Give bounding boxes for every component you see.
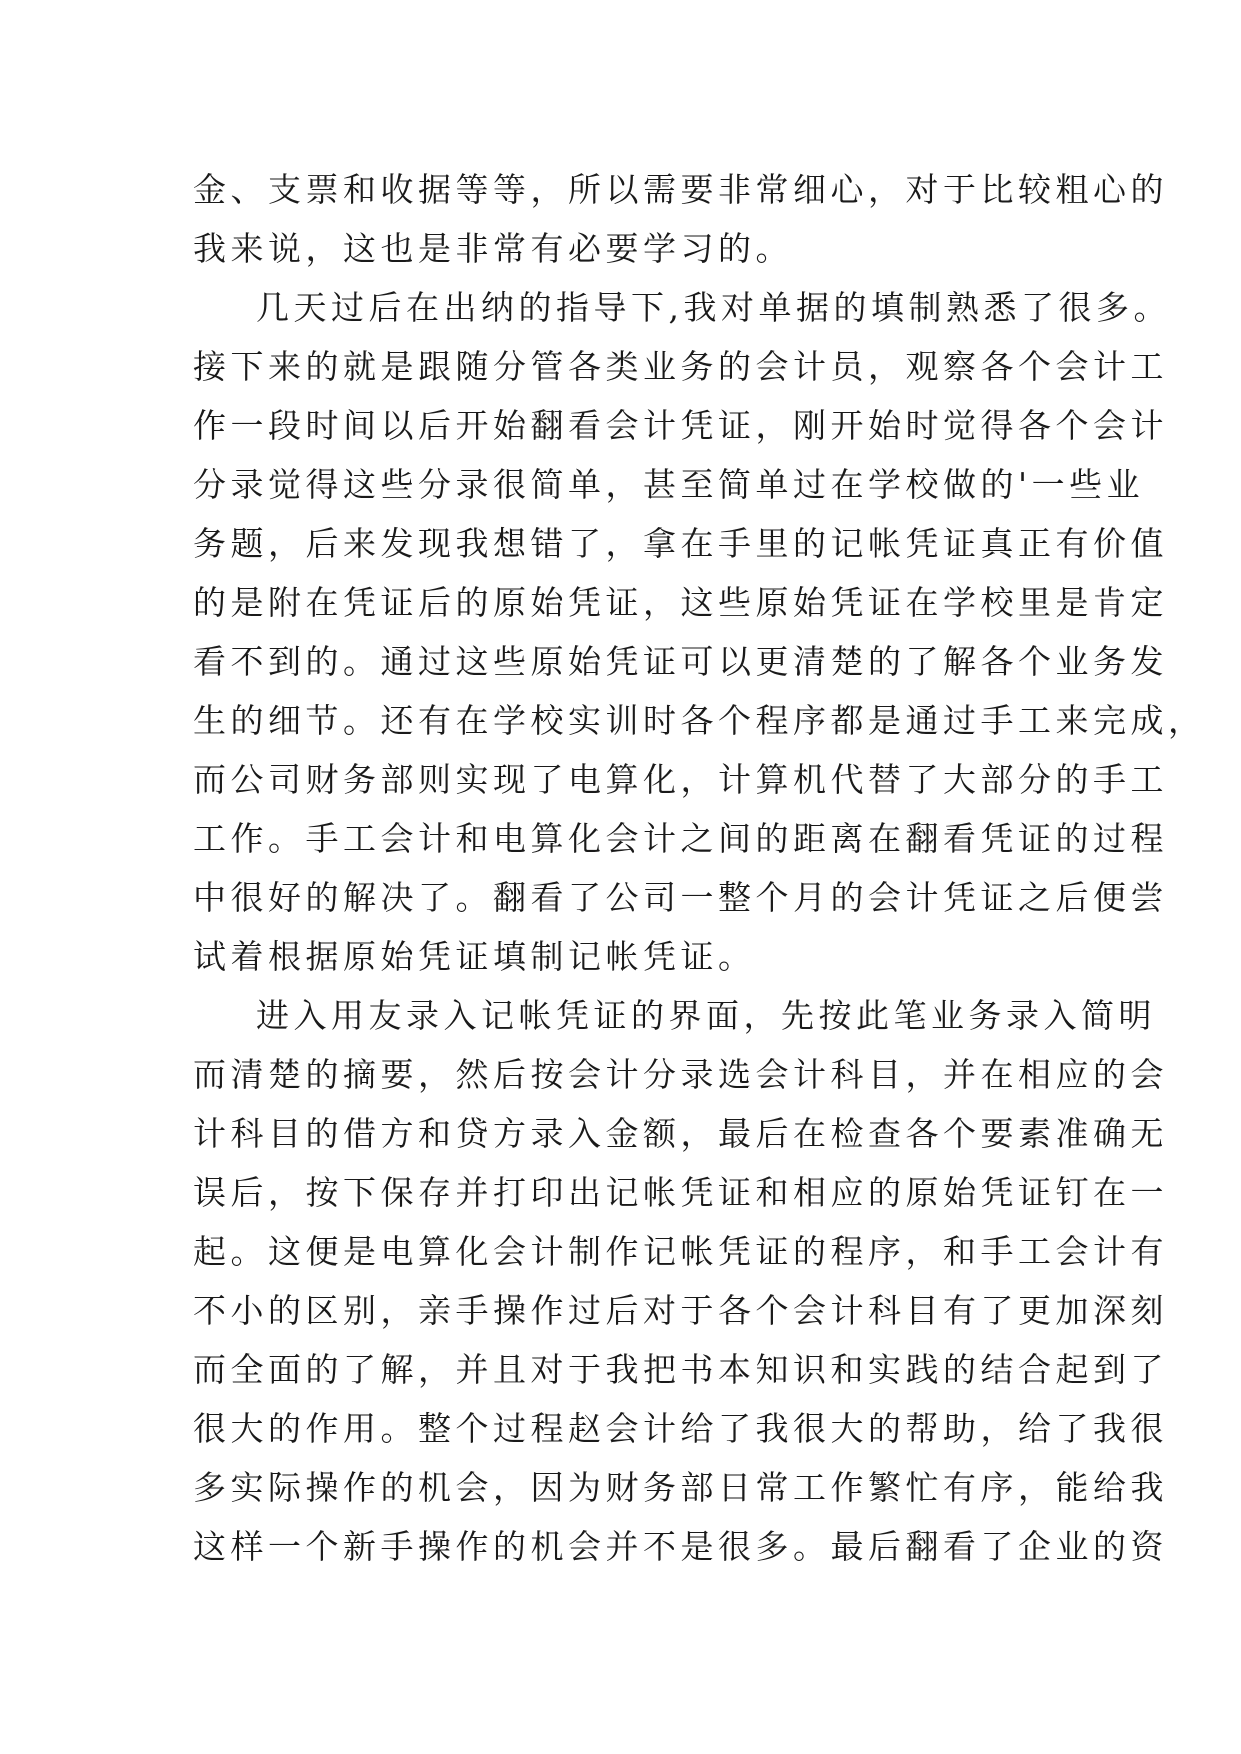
text-line: 作一段时间以后开始翻看会计凭证，刚开始时觉得各个会计 bbox=[193, 406, 1168, 445]
text-line: 工作。手工会计和电算化会计之间的距离在翻看凭证的过程 bbox=[193, 819, 1168, 858]
text-line: 生的细节。还有在学校实训时各个程序都是通过手工来完成， bbox=[193, 701, 1206, 740]
text-line: 多实际操作的机会，因为财务部日常工作繁忙有序，能给我 bbox=[193, 1468, 1168, 1507]
text-line: 而全面的了解，并且对于我把书本知识和实践的结合起到了 bbox=[193, 1350, 1168, 1389]
text-line: 误后，按下保存并打印出记帐凭证和相应的原始凭证钉在一 bbox=[193, 1173, 1168, 1212]
text-line: 的是附在凭证后的原始凭证，这些原始凭证在学校里是肯定 bbox=[193, 583, 1168, 622]
text-line: 起。这便是电算化会计制作记帐凭证的程序，和手工会计有 bbox=[193, 1232, 1168, 1271]
paragraph-start-line: 进入用友录入记帐凭证的界面，先按此笔业务录入简明 bbox=[256, 996, 1156, 1035]
text-line: 接下来的就是跟随分管各类业务的会计员，观察各个会计工 bbox=[193, 347, 1168, 386]
text-line: 分录觉得这些分录很简单，甚至简单过在学校做的'一些业 bbox=[193, 465, 1145, 504]
text-line: 这样一个新手操作的机会并不是很多。最后翻看了企业的资 bbox=[193, 1527, 1168, 1566]
text-line: 很大的作用。整个过程赵会计给了我很大的帮助，给了我很 bbox=[193, 1409, 1168, 1448]
text-line: 我来说，这也是非常有必要学习的。 bbox=[193, 229, 793, 268]
text-line: 而清楚的摘要，然后按会计分录选会计科目，并在相应的会 bbox=[193, 1055, 1168, 1094]
text-line: 不小的区别，亲手操作过后对于各个会计科目有了更加深刻 bbox=[193, 1291, 1168, 1330]
paragraph-start-line: 几天过后在出纳的指导下,我对单据的填制熟悉了很多。 bbox=[256, 288, 1171, 327]
text-line: 金、支票和收据等等，所以需要非常细心，对于比较粗心的 bbox=[193, 170, 1168, 209]
text-line: 务题，后来发现我想错了，拿在手里的记帐凭证真正有价值 bbox=[193, 524, 1168, 563]
text-line: 试着根据原始凭证填制记帐凭证。 bbox=[193, 937, 756, 976]
text-line: 而公司财务部则实现了电算化，计算机代替了大部分的手工 bbox=[193, 760, 1168, 799]
text-line: 看不到的。通过这些原始凭证可以更清楚的了解各个业务发 bbox=[193, 642, 1168, 681]
body-text bbox=[193, 160, 1206, 1576]
text-line: 中很好的解决了。翻看了公司一整个月的会计凭证之后便尝 bbox=[193, 878, 1168, 917]
text-line: 计科目的借方和贷方录入金额，最后在检查各个要素准确无 bbox=[193, 1114, 1168, 1153]
